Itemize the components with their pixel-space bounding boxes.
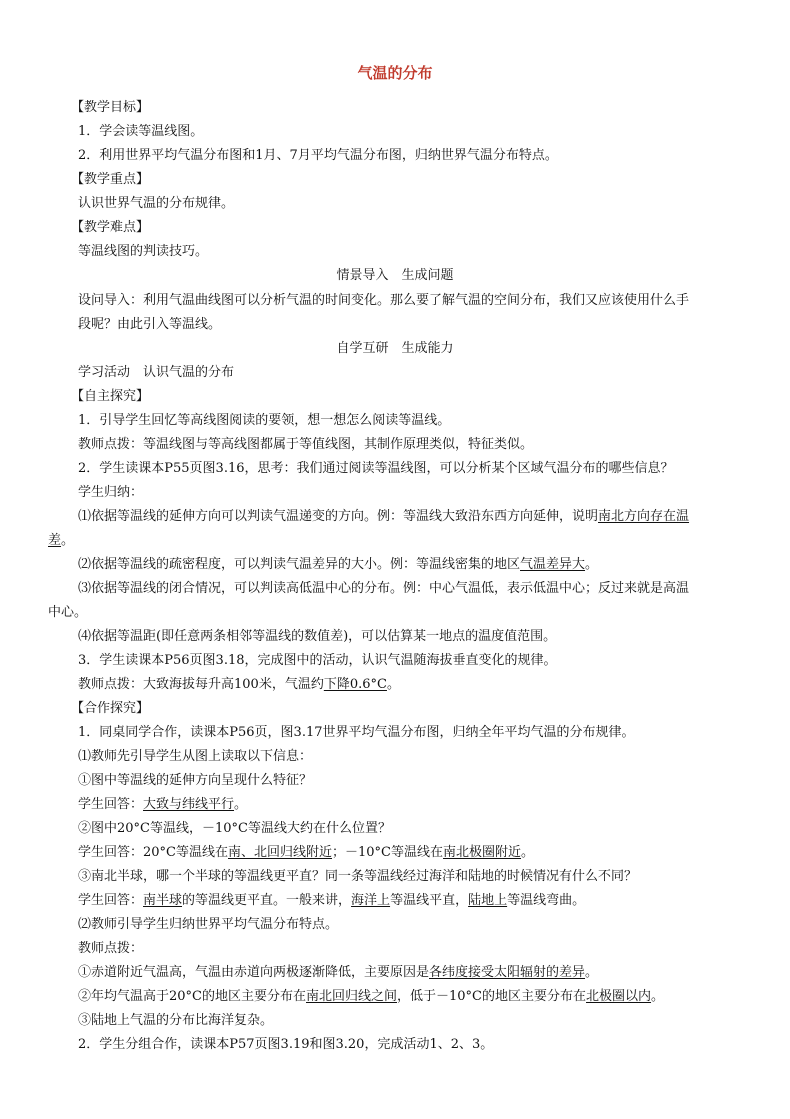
point-1-line-1 [78,505,689,529]
difficulty: 等温线图的判读技巧。 [78,244,209,259]
coop-item-1: 1．同桌同学合作，读课本P56页，图3.17世界平均气温分布图，归纳全年平均气温的分布规律。 [78,725,635,740]
answer-3-value-2: 海洋上 [351,893,391,908]
tip-2-answer-2: 北极圈以内 [586,989,652,1004]
self-item-3: 3．学生读课本P56页图3.18，完成图中的活动，认识气温随海拔垂直变化的规律。 [78,653,557,668]
heading-self-inquiry: 【自主探究】 [71,389,150,404]
tip-3: ③陆地上气温的分布比海洋复杂。 [78,1013,274,1028]
question-2: ②图中20°C等温线，－10°C等温线大约在什么位置？ [78,821,391,836]
tip-2-end: 。 [651,989,665,1004]
answer-3-value-1: 南半球 [143,893,183,908]
self-item-3-tip-text: 教师点拨：大致海拔每升高100米，气温约 [78,677,324,692]
tip-1 [78,961,598,985]
point-1-end: 。 [61,533,75,548]
question-1: ①图中等温线的延伸方向呈现什么特征？ [78,773,313,788]
point-2-answer: 气温差异大 [520,557,586,572]
question-3: ③南北半球，哪一个半球的等温线更平直？同一条等温线经过海洋和陆地的时候情况有什么不同？ [78,869,638,884]
answer-1 [78,793,247,817]
answer-1-label: 学生回答： [78,797,144,812]
self-item-1: 1．引导学生回忆等高线图阅读的要领，想一想怎么阅读等温线。 [78,413,451,428]
section-self-study: 自学互研 生成能力 [336,341,454,356]
point-4: ⑷依据等温距(即任意两条相邻等温线的数值差)，可以估算某一地点的温度值范围。 [78,629,557,644]
answer-2-value-1: 南、北回归线附近 [228,845,333,860]
self-item-2: 2．学生读课本P55页图3.16，思考：我们通过阅读等温线图，可以分析某个区域气温分布的哪些信息？ [78,461,674,476]
self-item-3-tip-end: 。 [386,677,400,692]
intro-line-2: 段呢？由此引入等温线。 [78,317,222,332]
answer-2 [78,841,534,865]
heading-difficulties: 【教学难点】 [71,220,150,235]
point-2-text: ⑵依据等温线的疏密程度，可以判读气温差异的大小。例：等温线密集的地区 [78,557,521,572]
answer-2-end: 。 [521,845,535,860]
answer-2-label: 学生回答：20°C等温线在 [78,845,228,860]
learning-activity: 学习活动 认识气温的分布 [78,365,235,380]
point-1-text: ⑴依据等温线的延伸方向可以判读气温递变的方向。例：等温线大致沿东西方向延伸，说明 [78,509,599,524]
coop-tip-label: 教师点拨： [78,941,144,956]
answer-1-value: 大致与纬线平行 [143,797,235,812]
point-3-line-1: ⑶依据等温线的闭合情况，可以判读高低温中心的分布。例：中心气温低，表示低温中心；反过来就是高温 [78,581,690,596]
answer-3-value-3: 陆地上 [468,893,508,908]
point-1-answer-cont: 差 [48,533,62,548]
tip-2 [78,985,664,1009]
answer-3 [78,889,585,913]
tip-2-answer-1: 南北回归线之间 [306,989,398,1004]
point-2 [78,553,598,577]
answer-1-end: 。 [234,797,248,812]
student-summary-label: 学生归纳： [78,485,144,500]
tip-1-answer: 各纬度接受太阳辐射的差异 [429,965,586,980]
key-point: 认识世界气温的分布规律。 [78,196,235,211]
tip-2-mid: ，低于－10°C的地区主要分布在 [397,989,587,1004]
answer-3-label: 学生回答： [78,893,144,908]
section-scenario-intro: 情景导入 生成问题 [336,268,454,283]
point-1-line-2 [48,529,74,553]
self-item-3-tip-answer: 下降0.6°C [323,677,387,692]
intro-line-1: 设问导入：利用气温曲线图可以分析气温的时间变化。那么要了解气温的空间分布，我们又应该使用什么手 [78,293,690,308]
tip-1-end: 。 [585,965,599,980]
self-item-3-tip [78,673,400,697]
point-2-end: 。 [585,557,599,572]
self-item-1-tip: 教师点拨：等温线图与等高线图都属于等值线图，其制作原理类似，特征类似。 [78,437,534,452]
heading-cooperative-inquiry: 【合作探究】 [71,701,150,716]
answer-3-text-2: 等温线平直， [390,893,469,908]
goal-2: 2．利用世界平均气温分布图和1月、7月平均气温分布图，归纳世界气温分布特点。 [78,148,558,163]
answer-2-mid: ；－10°C等温线在 [332,845,444,860]
coop-item-1-2: ⑵教师引导学生归纳世界平均气温分布特点。 [78,917,339,932]
page-title: 气温的分布 [357,64,433,82]
goal-1: 1．学会读等温线图。 [78,124,204,139]
heading-key-points: 【教学重点】 [71,172,150,187]
point-1-answer: 南北方向存在温 [598,509,690,524]
answer-3-text-3: 等温线弯曲。 [507,893,586,908]
answer-2-value-2: 南北极圈附近 [443,845,522,860]
point-3-line-2: 中心。 [48,605,88,620]
tip-2-text: ②年均气温高于20°C的地区主要分布在 [78,989,306,1004]
tip-1-text: ①赤道附近气温高，气温由赤道向两极逐渐降低，主要原因是 [78,965,430,980]
heading-teaching-goals: 【教学目标】 [71,100,150,115]
coop-item-2: 2．学生分组合作，读课本P57页图3.19和图3.20，完成活动1、2、3。 [78,1037,494,1052]
answer-3-text-1: 的等温线更平直。一般来讲， [182,893,352,908]
coop-item-1-1: ⑴教师先引导学生从图上读取以下信息： [78,749,313,764]
